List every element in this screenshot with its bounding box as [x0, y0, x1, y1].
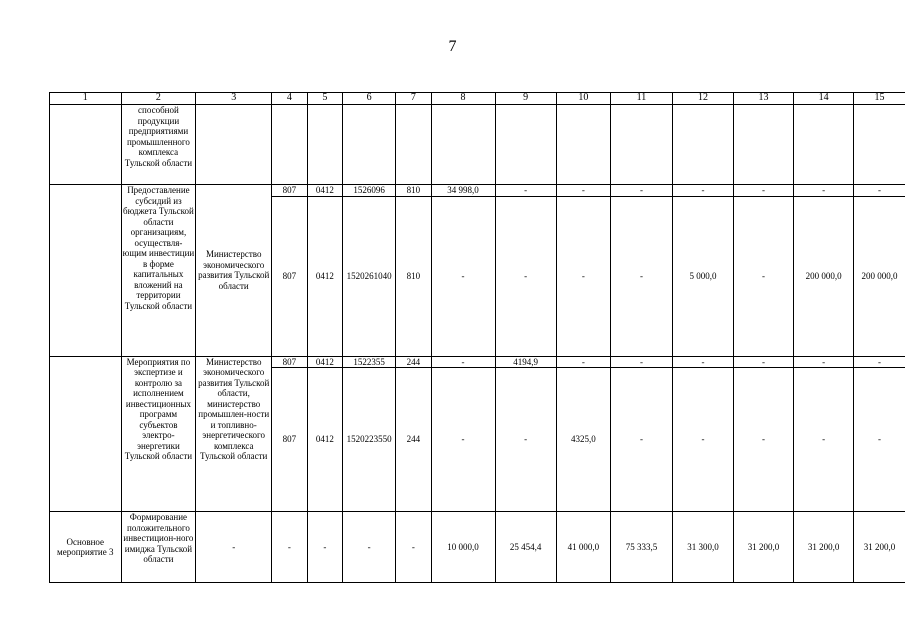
data-cell: - — [307, 512, 343, 583]
header-cell: 7 — [396, 93, 432, 105]
data-cell: - — [343, 512, 396, 583]
empty-cell — [556, 105, 610, 185]
data-cell: - — [431, 356, 495, 368]
empty-cell — [50, 185, 122, 357]
empty-cell — [50, 356, 122, 512]
empty-cell — [196, 105, 272, 185]
table-row — [50, 512, 905, 583]
header-cell: 12 — [672, 93, 733, 105]
data-cell: 5 000,0 — [672, 196, 733, 356]
data-cell: - — [495, 185, 556, 197]
data-cell: 25 454,4 — [495, 512, 556, 583]
data-cell: 810 — [396, 196, 432, 356]
data-cell: 244 — [396, 368, 432, 512]
data-cell: 75 333,5 — [610, 512, 672, 583]
data-cell: 4325,0 — [556, 368, 610, 512]
data-cell: 4194,9 — [495, 356, 556, 368]
measure-name-cell: Формирование положительного инвестицион-ного имиджа Тульской области — [121, 512, 196, 583]
executor-cell: Министерство экономического развития Тульской области, министерство промышлен-ности и топливно-энергетического комплекса Тульской области — [196, 356, 272, 512]
empty-cell — [854, 105, 905, 185]
data-cell: - — [854, 368, 905, 512]
page-number: 7 — [448, 38, 457, 55]
data-cell: 31 200,0 — [734, 512, 794, 583]
empty-cell — [50, 105, 122, 185]
empty-cell — [610, 105, 672, 185]
table-row — [50, 105, 905, 185]
empty-cell — [343, 105, 396, 185]
empty-cell — [396, 105, 432, 185]
empty-cell — [431, 105, 495, 185]
data-cell: 1520223550 — [343, 368, 396, 512]
data-cell: 0412 — [307, 368, 343, 512]
empty-cell — [672, 105, 733, 185]
table-header-row — [50, 93, 905, 105]
data-cell: - — [794, 185, 854, 197]
data-cell: - — [854, 356, 905, 368]
data-cell: 200 000,0 — [794, 196, 854, 356]
header-cell: 3 — [196, 93, 272, 105]
main-measure-label-cell: Основное мероприятие 3 — [50, 512, 122, 583]
data-cell: - — [431, 368, 495, 512]
data-cell: 31 200,0 — [854, 512, 905, 583]
data-cell: 1520261040 — [343, 196, 396, 356]
header-cell: 5 — [307, 93, 343, 105]
header-cell: 9 — [495, 93, 556, 105]
empty-cell — [495, 105, 556, 185]
data-cell: - — [734, 185, 794, 197]
data-cell: 1522355 — [343, 356, 396, 368]
data-cell: - — [610, 356, 672, 368]
data-cell: 31 300,0 — [672, 512, 733, 583]
data-cell: 807 — [272, 185, 308, 197]
measure-name-cell: способной продукции предприятиями промышленного комплекса Тульской области — [121, 105, 196, 185]
data-cell: 807 — [272, 368, 308, 512]
data-cell: - — [672, 356, 733, 368]
header-cell: 2 — [121, 93, 196, 105]
data-cell: - — [672, 368, 733, 512]
data-cell: 41 000,0 — [556, 512, 610, 583]
empty-cell — [734, 105, 794, 185]
data-cell: - — [794, 368, 854, 512]
header-cell: 1 — [50, 93, 122, 105]
measure-name-cell: Мероприятия по экспертизе и контролю за исполнением инвестиционных программ субъектов электро-энергетики Тульской области — [121, 356, 196, 512]
executor-cell: Министерство экономического развития Тульской области — [196, 185, 272, 357]
data-cell: - — [556, 356, 610, 368]
data-cell: - — [495, 368, 556, 512]
data-cell: 807 — [272, 356, 308, 368]
data-cell: 810 — [396, 185, 432, 197]
data-cell: - — [610, 368, 672, 512]
table-row — [50, 185, 905, 197]
header-cell: 10 — [556, 93, 610, 105]
header-cell: 8 — [431, 93, 495, 105]
data-cell: - — [396, 512, 432, 583]
data-cell: - — [672, 185, 733, 197]
header-cell: 4 — [272, 93, 308, 105]
data-cell: - — [734, 356, 794, 368]
empty-cell — [307, 105, 343, 185]
data-cell: - — [794, 356, 854, 368]
data-cell: - — [734, 368, 794, 512]
data-cell: - — [854, 185, 905, 197]
data-cell: 34 998,0 — [431, 185, 495, 197]
data-cell: - — [556, 196, 610, 356]
empty-cell — [794, 105, 854, 185]
header-cell: 11 — [610, 93, 672, 105]
header-cell: 13 — [734, 93, 794, 105]
data-cell: 200 000,0 — [854, 196, 905, 356]
data-cell: - — [495, 196, 556, 356]
data-cell: - — [610, 185, 672, 197]
data-cell: - — [734, 196, 794, 356]
header-cell: 15 — [854, 93, 905, 105]
data-cell: 0412 — [307, 356, 343, 368]
data-cell: 0412 — [307, 185, 343, 197]
data-cell: 0412 — [307, 196, 343, 356]
table-row — [50, 356, 905, 368]
data-cell: 31 200,0 — [794, 512, 854, 583]
data-cell: - — [431, 196, 495, 356]
header-cell: 6 — [343, 93, 396, 105]
data-cell: 807 — [272, 196, 308, 356]
header-cell: 14 — [794, 93, 854, 105]
data-cell: - — [610, 196, 672, 356]
data-cell: - — [272, 512, 308, 583]
data-cell: 10 000,0 — [431, 512, 495, 583]
data-cell: - — [556, 185, 610, 197]
data-cell: 1526096 — [343, 185, 396, 197]
budget-table — [49, 92, 905, 583]
measure-name-cell: Предоставление субсидий из бюджета Тульской области организациям, осуществля-ющим инвестиции в форме капитальных вложений на территории Тульской области — [121, 185, 196, 357]
empty-cell — [272, 105, 308, 185]
executor-cell: - — [196, 512, 272, 583]
data-cell: 244 — [396, 356, 432, 368]
